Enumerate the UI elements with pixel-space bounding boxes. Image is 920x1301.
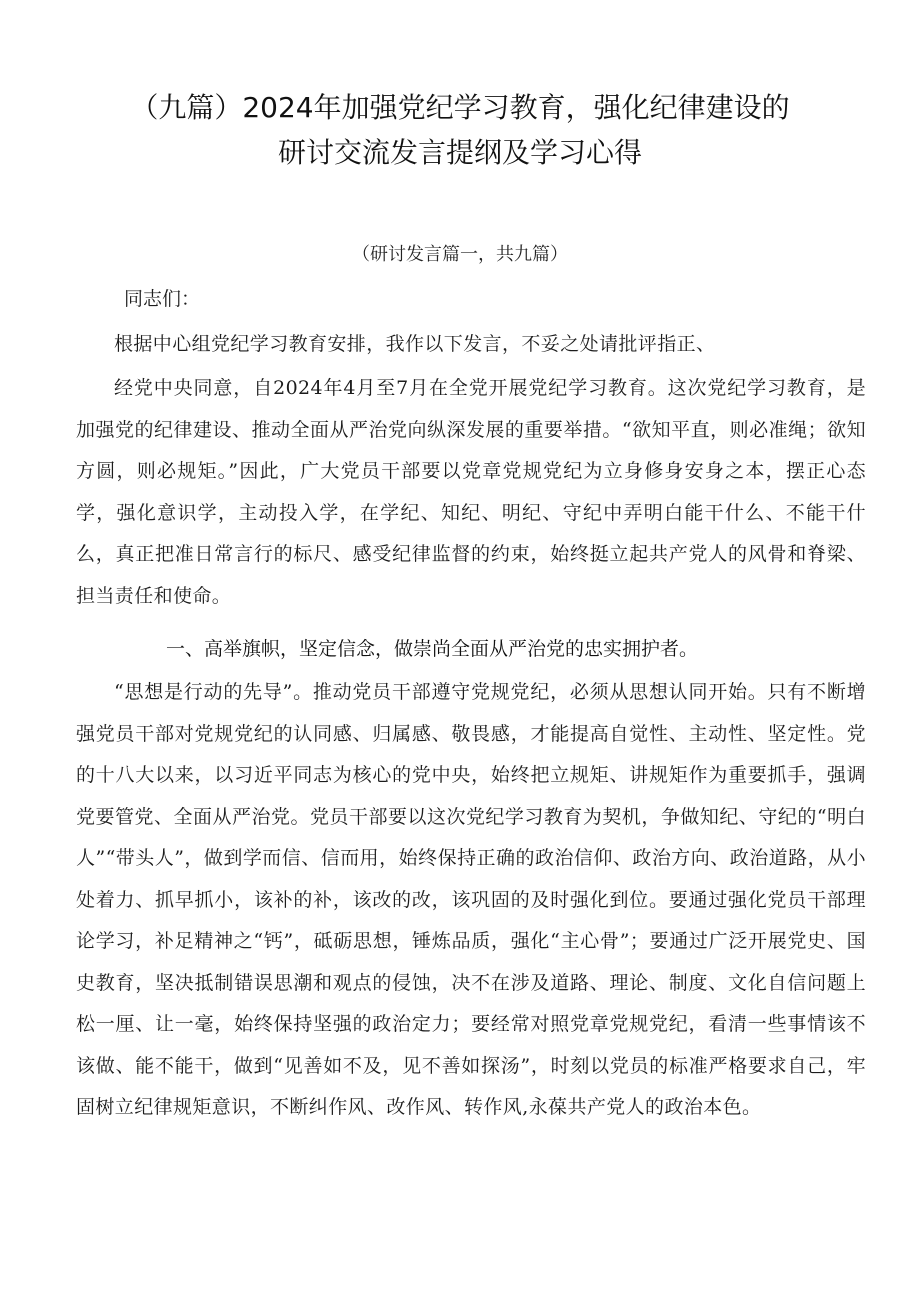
document-title-line-2: 研讨交流发言提纲及学习心得 [277, 136, 642, 169]
document-subtitle: （研讨发言篇一，共九篇） [352, 244, 568, 265]
paragraph-section-1: “思想是行动的先导”。推动党员干部遵守党规党纪，必须从思想认同开始。只有不断增强党员干部对党规党纪的认同感、归属感、敬畏感，才能提高自觉性、主动性、坚定性。党的十八大以来，以习近平同志为核心的党中央，始终把立规矩、讲规矩作为重要抓手，强调党要管党、全面从严治党。党员干部要以这次党纪学习教育为契机，争做知纪、守纪的“明白人”“带头人”，做到学而信、信而用，始终保持正确的政治信仰、政治方向、政治道路，从小处着力、抓早抓小，该补的补，该改的改，该巩固的及时强化到位。要通过强化党员干部理论学习，补足精神之“钙”，砥砺思想，锤炼品质，强化“主心骨”；要通过广泛开展党史、国史教育，坚决抵制错误思潮和观点的侵蚀，决不在涉及道路、理论、制度、文化自信问题上松一厘、让一毫，始终保持坚强的政治定力；要经常对照党章党规党纪，看清一些事情该不该做、能不能干，做到“见善如不及，见不善如探汤”，时刻以党员的标准严格要求自己，牢固树立纪律规矩意识，不断纠作风、改作风、转作风,永葆共产党人的政治本色。 [76, 681, 866, 1118]
section-heading-1: 一、高举旗帜，坚定信念，做崇尚全面从严治党的忠实拥护者。 [166, 638, 699, 660]
salutation: 同志们： [124, 288, 201, 310]
paragraph-background: 经党中央同意，自2024年4月至7月在全党开展党纪学习教育。这次党纪学习教育，是加强党的纪律建设、推动全面从严治党向纵深发展的重要举措。“欲知平直，则必准绳；欲知方圆，则必规矩。”因此，广大党员干部要以党章党规党纪为立身修身安身之本，摆正心态学，强化意识学，主动投入学，在学纪、知纪、明纪、守纪中弄明白能干什么、不能干什么，真正把准日常言行的标尺、感受纪律监督的约束，始终挺立起共产党人的风骨和脊梁、担当责任和使命。 [76, 377, 866, 607]
paragraph-intro: 根据中心组党纪学习教育安排，我作以下发言，不妥之处请批评指正、 [114, 333, 716, 355]
document-title-line-1: （九篇）2024年加强党纪学习教育，强化纪律建设的 [130, 91, 790, 124]
